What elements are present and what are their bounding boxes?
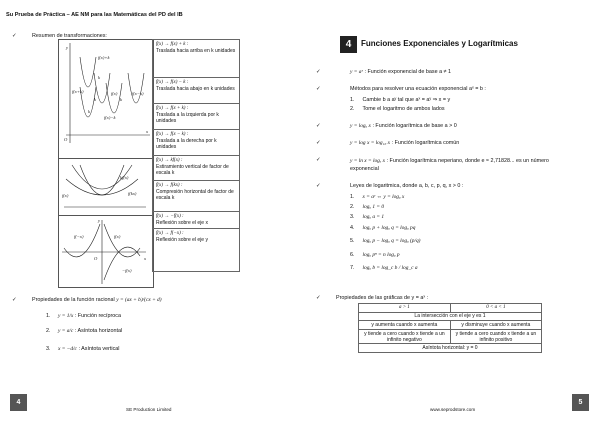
- table-row: [153, 40, 240, 78]
- graph1-label-fxk: f(x)+k: [98, 55, 110, 60]
- transform-desc: Reflexión sobre el eje y: [156, 237, 208, 244]
- list-item: Métodos para resolver una ecuación exponencial aˣ = b :: [350, 86, 486, 92]
- table-header: a > 1: [359, 304, 451, 313]
- transform-formula: f(x) → kf(x) :: [156, 158, 183, 163]
- table-row: [153, 78, 240, 104]
- check-icon: ✓: [316, 157, 321, 163]
- table-cell: Asíntota horizontal: y = 0: [359, 344, 542, 353]
- list-item: y = aˣ : Función exponencial de base a ≠ 1: [350, 69, 452, 75]
- graph2-label-fkx: f(kx): [128, 191, 137, 196]
- list-item: Leyes de logaritmica, donde a, b, c, p, q, x > 0 :: [350, 183, 464, 189]
- rational-math: x = −d/c: [58, 346, 77, 352]
- graph3-label-fx: f(x): [114, 234, 121, 239]
- list-item: y = log x = log₁₀ x : Función logarítmica común: [350, 140, 460, 146]
- graph2-label-fx: f(x): [62, 193, 69, 198]
- list-item: 4. logₐ p + logₐ q = logₐ pq: [350, 225, 416, 231]
- check-icon: ✓: [316, 183, 321, 189]
- graph3-label-minusfx: −f(x): [122, 268, 132, 273]
- graph3-label-x: x: [144, 256, 147, 261]
- transform-formula: f(x) → f(x) − k :: [156, 80, 189, 85]
- chapter-title: Funciones Exponenciales y Logarítmicas: [361, 39, 518, 48]
- table-row: [153, 104, 240, 130]
- table-header: 0 < a < 1: [450, 304, 541, 313]
- rational-text: : Función recíproca: [74, 313, 121, 319]
- transform-heading: Resumen de transformaciones:: [32, 33, 107, 39]
- rational-heading: Propiedades de la función racional y = (ax + b)/(cx + d): [32, 297, 162, 303]
- list-item: 5. logₐ p − logₐ q = logₐ (p/q): [350, 238, 421, 244]
- list-item: 2. y = a/c : Asíntota horizontal: [46, 328, 123, 334]
- transform-formula: f(x) → f(x + k) :: [156, 106, 189, 111]
- list-item: y = ln x = logₑ x : Función logarítmica neperiano, donde e ≈ 2,71828... es un número exponencial: [350, 158, 549, 172]
- check-icon: ✓: [316, 140, 321, 146]
- table-row: [153, 212, 240, 229]
- rational-math: y = 1/x: [58, 313, 74, 319]
- footer-left: SE Production Limited: [126, 407, 172, 412]
- table-cell: y aumenta cuando x aumenta: [359, 321, 451, 330]
- transform-desc: Traslada a la derecha por k unidades: [156, 138, 217, 151]
- table-row: [153, 229, 240, 272]
- transform-desc: Traslada hacia arriba en k unidades: [156, 48, 236, 55]
- list-item: 2. logₐ 1 = 0: [350, 204, 385, 210]
- rational-text: : Asíntota vertical: [78, 346, 120, 352]
- graph1-label-fx: f(x): [111, 91, 118, 96]
- graph1-label-k4: k: [88, 109, 91, 114]
- table-row: [359, 312, 542, 321]
- rational-text: : Asíntota horizontal: [74, 328, 123, 334]
- rational-formula: y = (ax + b)/(cx + d): [116, 297, 162, 303]
- graph1-label-fxminusk: f(x)−k: [104, 115, 116, 120]
- graph3-label-fminusx: f(−x): [74, 234, 84, 239]
- transform-desc: Reflexión sobre el eje x: [156, 220, 208, 227]
- list-item: 1. y = 1/x : Función recíproca: [46, 313, 121, 319]
- graph1-label-fxpk: f(x+k): [72, 89, 84, 94]
- transform-formula: f(x) → f(x) + k :: [156, 42, 189, 47]
- graph1-label-y: y: [66, 45, 69, 50]
- graph1-label-fxmk: f(x−k): [132, 91, 144, 96]
- graph1-label-x: x: [146, 129, 149, 134]
- table-row: [359, 321, 542, 330]
- graph1-label-k3: k: [120, 97, 123, 102]
- table-cell: y disminuye cuando x aumenta: [450, 321, 541, 330]
- transform-desc: Traslada hacia abajo en k unidades: [156, 86, 235, 93]
- list-item: 7. logₐ b = log_c b / log_c a: [350, 265, 418, 271]
- stretch-graph: [58, 157, 152, 214]
- table-cell: y tiende a cero cuando x tiende a un infinito positivo: [450, 329, 541, 344]
- footer-right: www.seprodstore.com: [430, 407, 476, 412]
- check-icon: ✓: [316, 86, 321, 92]
- graph-heading: Propiedades de las gráficas de y = aˣ :: [336, 295, 429, 301]
- graph1-label-k1: k: [98, 75, 101, 80]
- graph3-label-origin: O: [94, 256, 98, 261]
- graph2-label-kfx: kf(x): [120, 175, 129, 180]
- table-row: [153, 181, 240, 212]
- translation-graph: [58, 39, 152, 157]
- exponential-properties-table: [358, 303, 542, 353]
- table-cell: y tiende a cero cuando x tiende a un infinito negativo: [359, 329, 451, 344]
- transform-formula: f(x) → f(x − k) :: [156, 132, 189, 137]
- list-item: 1. x = aʸ ⇔ y = logₐ x: [350, 194, 405, 200]
- reflection-graph: [58, 214, 152, 286]
- page-number-right: 5: [572, 394, 589, 411]
- table-row: [153, 130, 240, 156]
- list-item: y = logₐ x : Función logarítmica de base a > 0: [350, 123, 457, 129]
- check-icon: ✓: [316, 123, 321, 129]
- list-item: 2. Tome el logaritmo de ambos lados: [350, 106, 445, 112]
- check-icon: ✓: [316, 295, 321, 301]
- page-header: Su Prueba de Práctica – AE NM para las Matemáticas del PD del IB: [6, 12, 183, 18]
- graph1-label-k2: k: [94, 97, 97, 102]
- transform-formula: f(x) → −f(x) :: [156, 214, 184, 219]
- table-row: [359, 304, 542, 313]
- transform-table: [152, 39, 240, 272]
- graph3-label-y: y: [98, 218, 101, 223]
- table-row: [153, 156, 240, 181]
- page-number-left: 4: [10, 394, 27, 411]
- transform-desc: Traslada a la izquierda por k unidades: [156, 112, 219, 125]
- list-item: 3. logₐ a = 1: [350, 214, 385, 220]
- check-icon: ✓: [12, 33, 17, 39]
- graph1-label-origin: O: [64, 137, 68, 142]
- list-item: 1. Cambie b a aʸ tal que aˣ = aʸ ⇒ x = y: [350, 97, 451, 103]
- check-icon: ✓: [316, 69, 321, 75]
- list-item: 6. logₐ pⁿ = n logₐ p: [350, 252, 400, 258]
- transform-desc: Compresión horizontal de factor de escala k: [156, 189, 234, 202]
- table-cell: La intersección con el eje y es 1: [359, 312, 542, 321]
- table-row: [359, 329, 542, 344]
- check-icon: ✓: [12, 297, 17, 303]
- table-row: [359, 344, 542, 353]
- list-item: 3. x = −d/c : Asíntota vertical: [46, 346, 120, 352]
- transform-formula: f(x) → f(−x) :: [156, 231, 184, 236]
- chapter-number-badge: 4: [340, 36, 357, 53]
- transform-formula: f(x) → f(kx) :: [156, 183, 183, 188]
- rational-math: y = a/c: [58, 328, 74, 334]
- transform-desc: Estiramiento vertical de factor de escala k: [156, 164, 229, 177]
